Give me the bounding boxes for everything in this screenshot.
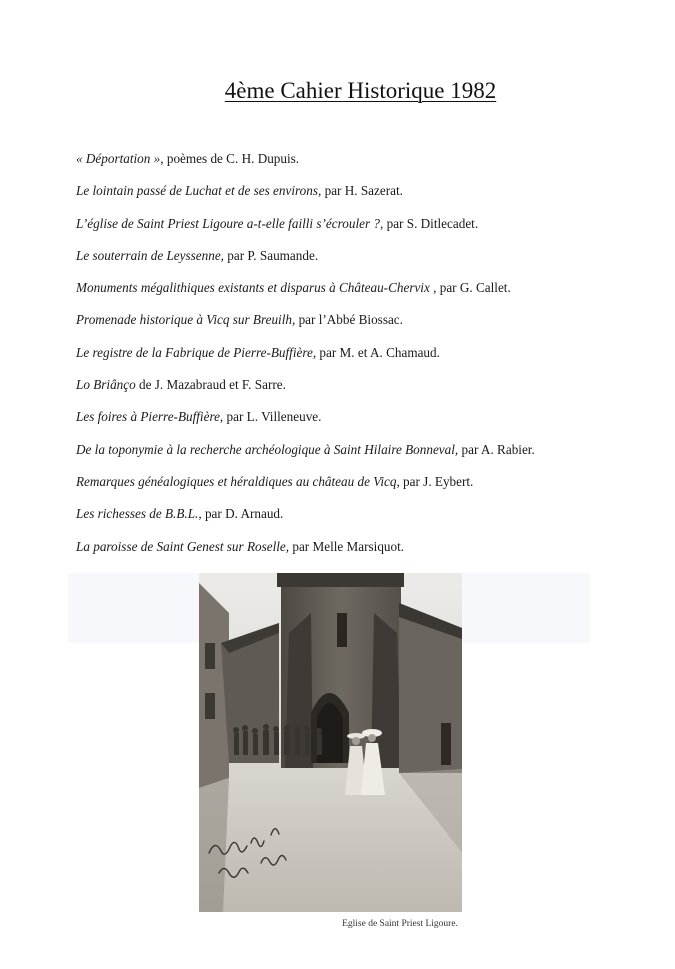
- entry-work-title: Monuments mégalithiques existants et disparus à Château-Chervix ,: [76, 280, 437, 296]
- entry-author: par M. et A. Chamaud.: [316, 344, 440, 360]
- entry-author: par L. Villeneuve.: [223, 409, 322, 425]
- entry-work-title: La paroisse de Saint Genest sur Roselle,: [76, 538, 290, 554]
- contents-item: [76, 146, 636, 178]
- entry-author: par J. Eybert.: [399, 473, 474, 489]
- contents-item: [76, 501, 636, 533]
- contents-item: [76, 243, 636, 275]
- contents-item: [76, 534, 636, 566]
- entry-work-title: « Déportation »: [76, 151, 161, 166]
- entry-work-title: Remarques généalogiques et héraldiques au château de Vicq,: [76, 473, 400, 489]
- entry-work-title: Les foires à Pierre-Buffière,: [76, 409, 224, 425]
- entry-author: , poèmes de C. H. Dupuis.: [160, 151, 300, 166]
- entry-work-title: Le registre de la Fabrique de Pierre-Buffière,: [76, 344, 317, 360]
- contents-item: [76, 372, 636, 404]
- contents-item: [76, 275, 636, 307]
- entry-work-title: L’église de Saint Priest Ligoure a-t-elle failli s’écrouler ?,: [76, 215, 384, 231]
- contents-item: [76, 178, 636, 210]
- page-title-text: 4ème Cahier Historique 1982: [224, 78, 497, 103]
- entry-work-title: De la toponymie à la recherche archéologique à Saint Hilaire Bonneval,: [76, 441, 459, 457]
- entry-author: de J. Mazabraud et F. Sarre.: [135, 377, 286, 393]
- contents-item: [76, 211, 636, 243]
- entry-work-title: Le souterrain de Leyssenne,: [76, 247, 224, 263]
- entry-author: par Melle Marsiquot.: [289, 538, 405, 554]
- church-photograph: [199, 573, 462, 912]
- entry-work-title: Promenade historique à Vicq sur Breuilh,: [76, 312, 296, 328]
- contents-item: [76, 307, 636, 339]
- page-title: [0, 76, 675, 106]
- entry-work-title: Les richesses de B.B.L.,: [76, 506, 202, 522]
- contents-item: [76, 404, 636, 436]
- entry-author: par H. Sazerat.: [321, 183, 403, 199]
- contents-list: [76, 146, 636, 566]
- entry-author: par D. Arnaud.: [201, 506, 284, 522]
- contents-item: [76, 469, 636, 501]
- entry-author: par P. Saumande.: [223, 247, 319, 263]
- entry-author: par G. Callet.: [436, 280, 511, 296]
- entry-author: par A. Rabier.: [458, 441, 535, 457]
- contents-item: [76, 340, 636, 372]
- entry-work-title: Lo Briânço: [76, 377, 136, 393]
- entry-author: par S. Ditlecadet.: [383, 215, 479, 231]
- photo-caption: Eglise de Saint Priest Ligoure.: [342, 919, 458, 929]
- contents-item: [76, 437, 636, 469]
- entry-author: par l’Abbé Biossac.: [295, 312, 403, 328]
- entry-work-title: Le lointain passé de Luchat et de ses environs,: [76, 183, 322, 199]
